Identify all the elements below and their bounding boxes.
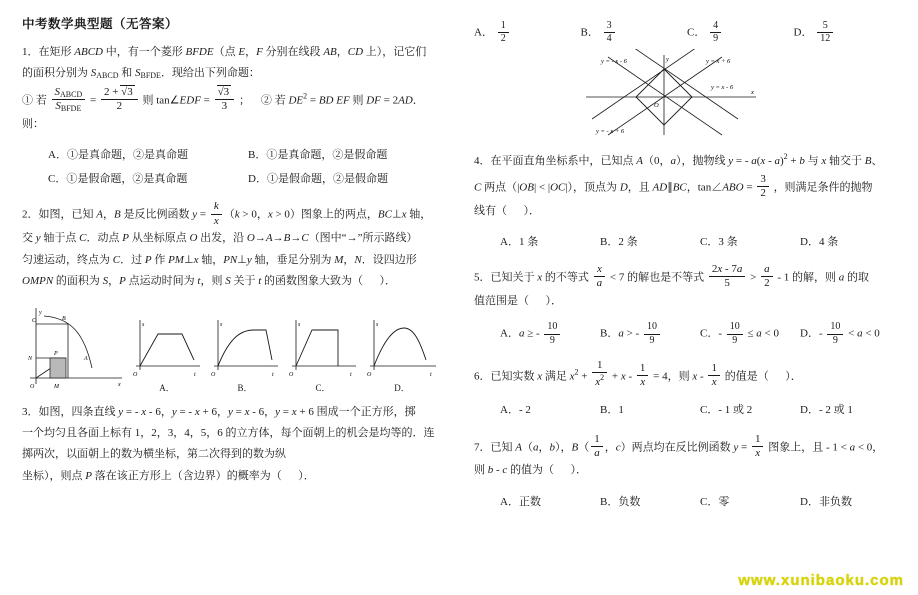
q7-options xyxy=(474,491,900,513)
q3-option-c-num: 4 xyxy=(713,20,719,31)
svg-text:C: C xyxy=(32,317,37,324)
q3-line-1: 3．如图，四条直线 y = - x - 6，y = - x + 6，y = x - 6，y = x + 6 围成一个正方形，掷 xyxy=(22,405,416,418)
question-5 xyxy=(474,263,900,312)
q2-option-d-graph[interactable] xyxy=(364,316,440,394)
q3-option-c[interactable] xyxy=(687,20,794,45)
q1-option-b[interactable]: B．①是真命题，②是假命题 xyxy=(248,149,388,162)
q3-line-4: 坐标），则点 P 落在该正方形上（含边界）的概率为（ ）． xyxy=(22,469,315,482)
q3-option-d-label: D． xyxy=(793,26,813,39)
q2-line-2: 交 y 轴于点 C．动点 P 从坐标原点 O 出发，沿 O→A→B→C（图中“→”所示路线） xyxy=(22,232,418,245)
q4-line-3: 线有（ ）． xyxy=(474,204,540,217)
q2-label-a: A． xyxy=(159,382,175,393)
question-6 xyxy=(474,359,900,390)
q6-option-d[interactable]: D．- 2 或 1 xyxy=(800,403,853,416)
q4-line-2: C 两点（|OB| < |OC|），顶点为 D，且 AD∥BC，tan∠ABO = $\frac{3}{2}$ ，则满足条件的抛物 xyxy=(474,172,873,200)
question-3 xyxy=(22,402,448,488)
question-1 xyxy=(22,42,448,135)
q3-options xyxy=(474,20,900,45)
q5-option-a[interactable]: A．a ≥ - $\frac{10}{9}$ xyxy=(500,321,600,346)
q6-option-c[interactable]: C．- 1 或 2 xyxy=(700,403,753,416)
q3-option-a[interactable] xyxy=(474,20,581,45)
q5-option-d[interactable]: D．- $\frac{10}{9}$ < a < 0 xyxy=(800,321,880,346)
svg-text:O: O xyxy=(30,383,35,390)
svg-text:N: N xyxy=(28,355,33,362)
q3-option-c-den: 9 xyxy=(710,32,721,45)
q2-option-a-graph[interactable] xyxy=(130,316,204,394)
q1-options-row-2 xyxy=(22,168,448,190)
svg-text:x: x xyxy=(751,89,754,97)
q3-option-b-num: 3 xyxy=(606,20,612,31)
q5-options xyxy=(474,321,900,346)
q3-option-b-den: 4 xyxy=(604,32,615,45)
q3-option-b[interactable] xyxy=(581,20,688,45)
two-column-layout xyxy=(22,14,900,585)
q3-option-a-den: 2 xyxy=(498,32,509,45)
q1-options-row-1 xyxy=(22,144,448,166)
q1-line-4: 则： xyxy=(22,118,44,131)
page-title: 中考数学典型题（无答案） xyxy=(22,17,179,31)
q4-option-c[interactable]: C．3 条 xyxy=(700,236,738,249)
svg-text:s: s xyxy=(376,321,379,328)
q7-option-a[interactable]: A．正数 xyxy=(500,495,541,508)
svg-text:y = - x - 6: y = - x - 6 xyxy=(601,58,627,66)
svg-text:t: t xyxy=(272,371,274,378)
question-2 xyxy=(22,200,448,292)
q1-line-1: 1．在矩形 ABCD 中，有一个菱形 BFDE（点 E，F 分别在线段 AB，CD 上），记它们 xyxy=(22,46,427,58)
q2-option-b-graph[interactable] xyxy=(208,316,282,394)
q4-options xyxy=(474,231,900,253)
q1-option-a[interactable]: A．①是真命题，②是真命题 xyxy=(48,149,188,162)
q2-figures xyxy=(22,302,448,394)
svg-text:y = x - 6: y = x - 6 xyxy=(711,84,734,92)
svg-text:t: t xyxy=(350,371,352,378)
q7-option-c[interactable]: C．零 xyxy=(700,495,730,508)
q3-option-a-num: 1 xyxy=(500,20,506,31)
q6-line-1: 6．已知实数 x 满足 $x^2$ + $\frac{1}{x^2}$ + x - $\frac{1}{x}$ = 4，则 x - $\frac{1}{x}$ 的值是（ ）． xyxy=(474,358,802,389)
q6-option-a[interactable]: A．- 2 xyxy=(500,403,531,416)
q3-option-a-label: A． xyxy=(474,26,493,39)
q7-line-1: 7．已知 A（a，b），B（ $\frac{1}{a}$ ，c）两点均在反比例函数 y = $\frac{1}{x}$ 图象上，且 - 1 < a < 0， xyxy=(474,432,884,459)
svg-text:O: O xyxy=(367,371,372,378)
q2-line-3: 匀速运动，终点为 C．过 P 作 PM⊥x 轴，PN⊥y 轴，垂足分别为 M，N．设四边形 xyxy=(22,253,417,266)
svg-text:B: B xyxy=(62,315,66,322)
right-column xyxy=(474,14,900,585)
svg-text:s: s xyxy=(220,321,223,328)
question-4 xyxy=(474,149,900,222)
q1-line-3: ① 若 $\frac{S_{ABCD}}{S_{BFDE}}$ = $\frac{2 + √3}{2}$ 则 tan∠EDF = $\frac{√3}{3}$ ； ② 若 $DE^2$ = BD EF 则 DF = 2AD． xyxy=(22,85,424,114)
q2-option-c-graph[interactable] xyxy=(286,316,360,394)
svg-text:M: M xyxy=(54,383,59,390)
q3-square-figure xyxy=(546,49,900,141)
q4-line-1: 4．在平面直角坐标系中，已知点 A（0，a），抛物线 y = - a(x - a)$^2$ + b 与 x 轴交于 B、 xyxy=(474,152,883,168)
q2-label-d: D． xyxy=(394,382,410,393)
svg-text:O: O xyxy=(654,102,659,110)
q3-line-3: 掷两次，以面朝上的数为横坐标，第二次得到的数为纵 xyxy=(22,448,286,461)
left-column xyxy=(22,14,448,585)
q3-option-d-num: 5 xyxy=(822,20,828,31)
svg-text:y = - x + 6: y = - x + 6 xyxy=(596,128,625,136)
svg-text:s: s xyxy=(298,321,301,328)
svg-text:y = x + 6: y = x + 6 xyxy=(706,58,731,66)
q5-option-c[interactable]: C．- $\frac{10}{9}$ ≤ a < 0 xyxy=(700,321,780,346)
svg-text:A: A xyxy=(84,355,88,362)
svg-text:t: t xyxy=(194,371,196,378)
q5-option-b[interactable]: B．a > - $\frac{10}{9}$ xyxy=(600,321,700,346)
q4-option-a[interactable]: A．1 条 xyxy=(500,236,539,249)
svg-text:O: O xyxy=(289,371,294,378)
q2-label-c: C． xyxy=(315,382,331,393)
svg-text:O: O xyxy=(211,371,216,378)
svg-text:x: x xyxy=(118,381,121,388)
q1-option-d[interactable]: D．①是假命题，②是假命题 xyxy=(248,173,388,186)
svg-text:t: t xyxy=(430,371,432,378)
q6-option-b[interactable]: B．1 xyxy=(600,403,624,416)
q7-line-2: 则 b - c 的值为（ ）． xyxy=(474,464,588,477)
q7-option-b[interactable]: B．负数 xyxy=(600,495,641,508)
q6-options xyxy=(474,399,900,421)
svg-text:O: O xyxy=(133,371,138,378)
q4-option-d[interactable]: D．4 条 xyxy=(800,236,839,249)
svg-text:P: P xyxy=(54,350,58,357)
q2-hyperbola-diagram xyxy=(22,302,126,394)
watermark: www.xunibaoku.com xyxy=(738,572,904,589)
q7-option-d[interactable]: D．非负数 xyxy=(800,495,852,508)
q2-line-4: OMPN 的面积为 S，P 点运动时间为 t，则 S 关于 t 的函数图象大致为（ ）． xyxy=(22,275,397,288)
q3-option-c-label: C． xyxy=(687,26,706,39)
svg-text:s: s xyxy=(142,321,145,328)
q5-line-1: 5．已知关于 x 的不等式 $\frac{x}{a}$ < 7 的解也是不等式 $\frac{2x - 7a}{5}$ > $\frac{a}{2}$ - 1 的解，则 a 的取 xyxy=(474,263,870,290)
q1-option-c[interactable]: C．①是假命题，②是真命题 xyxy=(48,173,188,186)
svg-text:y: y xyxy=(666,56,669,64)
q2-line-1: 2．如图，已知 A，B 是反比例函数 y = $\frac{k}{x}$ （k > 0，x > 0）图象上的两点，BC⊥x 轴， xyxy=(22,200,432,227)
q2-label-b: B． xyxy=(237,382,253,393)
q3-line-2: 一个均匀且各面上标有 1，2，3，4，5，6 的立方体，每个面朝上的机会是均等的．连 xyxy=(22,427,435,440)
q1-line-2: 的面积分别为 $S_{ABCD}$ 和 $S_{BFDE}$．现给出下列命题： xyxy=(22,67,260,81)
q3-option-b-label: B． xyxy=(580,26,599,39)
q3-option-d[interactable] xyxy=(794,20,901,45)
question-7 xyxy=(474,433,900,482)
q4-option-b[interactable]: B．2 条 xyxy=(600,236,638,249)
svg-text:y: y xyxy=(39,309,42,316)
q5-line-2: 值范围是（ ）． xyxy=(474,294,562,307)
q3-option-d-den: 12 xyxy=(817,32,833,45)
